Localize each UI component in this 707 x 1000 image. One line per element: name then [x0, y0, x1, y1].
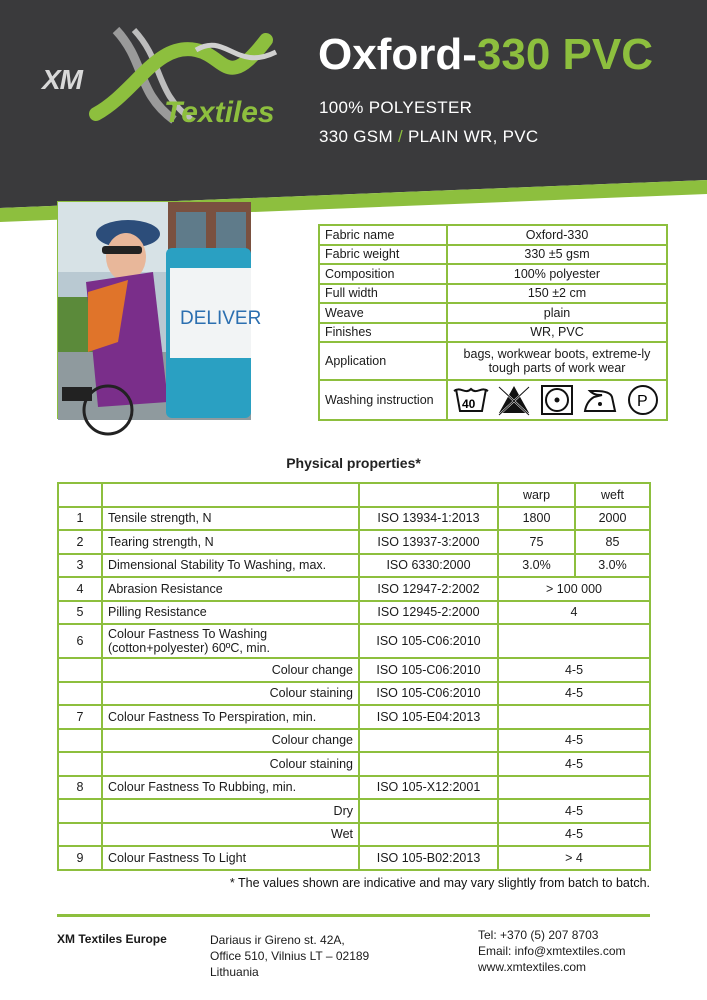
- property-standard: ISO 105-B02:2013: [359, 846, 498, 870]
- property-standard: ISO 13934-1:2013: [359, 507, 498, 531]
- wash-temp-label: 40: [462, 397, 476, 411]
- logo-mark: XM: [42, 64, 82, 95]
- property-name: Tearing strength, N: [102, 530, 359, 554]
- weight-subtitle: [319, 127, 539, 147]
- property-standard: ISO 105-C06:2010: [359, 624, 498, 658]
- property-name: Wet: [102, 823, 359, 847]
- property-value: [498, 776, 650, 800]
- title-accent: 330 PVC: [476, 30, 653, 79]
- property-value: 4-5: [498, 682, 650, 706]
- property-name: Colour Fastness To Rubbing, min.: [102, 776, 359, 800]
- property-number: 3: [58, 554, 102, 578]
- property-number: 2: [58, 530, 102, 554]
- property-number: [58, 682, 102, 706]
- property-weft: 3.0%: [575, 554, 650, 578]
- property-number: [58, 823, 102, 847]
- spec-row: [319, 323, 667, 343]
- header-cell-no: [58, 483, 102, 507]
- subtitle-separator: /: [397, 127, 403, 146]
- property-name: Colour Fastness To Light: [102, 846, 359, 870]
- property-value: [498, 624, 650, 658]
- property-value: > 100 000: [498, 577, 650, 601]
- property-name: Tensile strength, N: [102, 507, 359, 531]
- dry-clean-p-icon: [625, 383, 661, 417]
- spec-value: Oxford-330: [447, 225, 667, 245]
- title-main: Oxford-: [318, 30, 477, 79]
- property-number: 9: [58, 846, 102, 870]
- composition-subtitle: 100% POLYESTER: [319, 98, 473, 117]
- property-number: [58, 799, 102, 823]
- property-name: Dimensional Stability To Washing, max.: [102, 554, 359, 578]
- property-row: [58, 729, 650, 753]
- property-row: [58, 823, 650, 847]
- footer-address: [210, 932, 369, 980]
- spec-value: [447, 380, 667, 420]
- bag-print-text: DELIVER: [180, 308, 262, 329]
- property-standard: ISO 105-E04:2013: [359, 705, 498, 729]
- property-name: Colour Fastness To Perspiration, min.: [102, 705, 359, 729]
- property-row: [58, 799, 650, 823]
- spec-label: Weave: [319, 303, 447, 323]
- property-value: 4-5: [498, 823, 650, 847]
- property-row: [58, 752, 650, 776]
- footer-contact: [478, 927, 626, 975]
- spec-label: Fabric weight: [319, 245, 447, 265]
- property-number: 5: [58, 601, 102, 625]
- property-name: Dry: [102, 799, 359, 823]
- property-row: [58, 705, 650, 729]
- header-cell-name: [102, 483, 359, 507]
- property-standard: ISO 12947-2:2002: [359, 577, 498, 601]
- property-warp: 1800: [498, 507, 575, 531]
- contact-email[interactable]: Email: info@xmtextiles.com: [478, 944, 626, 958]
- spec-label: Application: [319, 342, 447, 380]
- property-name: Colour change: [102, 658, 359, 682]
- company-logo: [36, 22, 296, 132]
- property-number: [58, 658, 102, 682]
- property-standard: ISO 105-C06:2010: [359, 658, 498, 682]
- spec-row: [319, 342, 667, 380]
- property-name: Colour staining: [102, 752, 359, 776]
- spec-row: [319, 225, 667, 245]
- property-value: 4-5: [498, 658, 650, 682]
- property-value: 4-5: [498, 799, 650, 823]
- spec-row: [319, 303, 667, 323]
- property-row: [58, 682, 650, 706]
- property-number: [58, 729, 102, 753]
- property-standard: ISO 12945-2:2000: [359, 601, 498, 625]
- wash-40-icon: [453, 383, 489, 417]
- spec-row: [319, 380, 667, 420]
- product-photo: [57, 201, 262, 419]
- properties-title: Physical properties*: [286, 455, 421, 471]
- property-number: 7: [58, 705, 102, 729]
- property-row: [58, 846, 650, 870]
- property-standard: ISO 6330:2000: [359, 554, 498, 578]
- fabric-spec-table: [318, 224, 668, 421]
- footer-company: XM Textiles Europe: [57, 932, 167, 946]
- property-row: [58, 601, 650, 625]
- header-band: [0, 0, 707, 230]
- property-value: 4: [498, 601, 650, 625]
- header-weft: weft: [575, 483, 650, 507]
- property-name: Colour staining: [102, 682, 359, 706]
- property-number: [58, 752, 102, 776]
- spec-label: Fabric name: [319, 225, 447, 245]
- property-row: [58, 577, 650, 601]
- properties-table: [57, 482, 651, 871]
- spec-label: Composition: [319, 264, 447, 284]
- spec-label: Washing instruction: [319, 380, 447, 420]
- spec-value: 150 ±2 cm: [447, 284, 667, 304]
- spec-value: 330 ±5 gsm: [447, 245, 667, 265]
- header-warp: warp: [498, 483, 575, 507]
- property-number: 4: [58, 577, 102, 601]
- property-value: 4-5: [498, 752, 650, 776]
- property-value: > 4: [498, 846, 650, 870]
- property-standard: [359, 729, 498, 753]
- address-line: Office 510, Vilnius LT – 02189: [210, 949, 370, 963]
- no-bleach-icon: [496, 383, 532, 417]
- property-standard: ISO 13937-3:2000: [359, 530, 498, 554]
- property-value: [498, 705, 650, 729]
- spec-value: bags, workwear boots, extreme-ly tough parts of work wear: [447, 342, 667, 380]
- property-value: 4-5: [498, 729, 650, 753]
- property-name: Colour Fastness To Washing (cotton+polyester) 60ºC, min.: [102, 624, 359, 658]
- spec-row: [319, 264, 667, 284]
- footnote: * The values shown are indicative and may vary slightly from batch to batch.: [229, 876, 650, 890]
- property-standard: ISO 105-X12:2001: [359, 776, 498, 800]
- spec-row: [319, 284, 667, 304]
- contact-phone[interactable]: Tel: +370 (5) 207 8703: [478, 928, 599, 942]
- property-standard: [359, 799, 498, 823]
- iron-icon: [582, 383, 618, 417]
- finish-text: PLAIN WR, PVC: [408, 127, 539, 146]
- property-warp: 3.0%: [498, 554, 575, 578]
- property-number: 1: [58, 507, 102, 531]
- care-symbols: [453, 383, 661, 417]
- contact-website[interactable]: www.xmtextiles.com: [478, 960, 587, 974]
- property-name: Pilling Resistance: [102, 601, 359, 625]
- dry-clean-letter: P: [637, 393, 648, 410]
- spec-label: Full width: [319, 284, 447, 304]
- property-weft: 85: [575, 530, 650, 554]
- property-number: 6: [58, 624, 102, 658]
- property-standard: [359, 823, 498, 847]
- property-warp: 75: [498, 530, 575, 554]
- property-name: Colour change: [102, 729, 359, 753]
- property-weft: 2000: [575, 507, 650, 531]
- property-standard: ISO 105-C06:2010: [359, 682, 498, 706]
- properties-header-row: [58, 483, 650, 507]
- page-title: [318, 30, 653, 80]
- footer-divider: [57, 914, 650, 917]
- spec-label: Finishes: [319, 323, 447, 343]
- address-line: Dariaus ir Gireno st. 42A,: [210, 933, 345, 947]
- property-number: 8: [58, 776, 102, 800]
- address-line: Lithuania: [210, 965, 259, 979]
- spec-row: [319, 245, 667, 265]
- property-row: [58, 658, 650, 682]
- property-name: Abrasion Resistance: [102, 577, 359, 601]
- spec-value: plain: [447, 303, 667, 323]
- tumble-dry-icon: [539, 383, 575, 417]
- spec-value: WR, PVC: [447, 323, 667, 343]
- weight-text: 330 GSM: [319, 127, 393, 146]
- spec-value: 100% polyester: [447, 264, 667, 284]
- header-cell-standard: [359, 483, 498, 507]
- property-standard: [359, 752, 498, 776]
- property-row: [58, 530, 650, 554]
- property-row: [58, 776, 650, 800]
- property-row: [58, 554, 650, 578]
- property-row: [58, 507, 650, 531]
- property-row: [58, 624, 650, 658]
- logo-word: Textiles: [164, 96, 275, 129]
